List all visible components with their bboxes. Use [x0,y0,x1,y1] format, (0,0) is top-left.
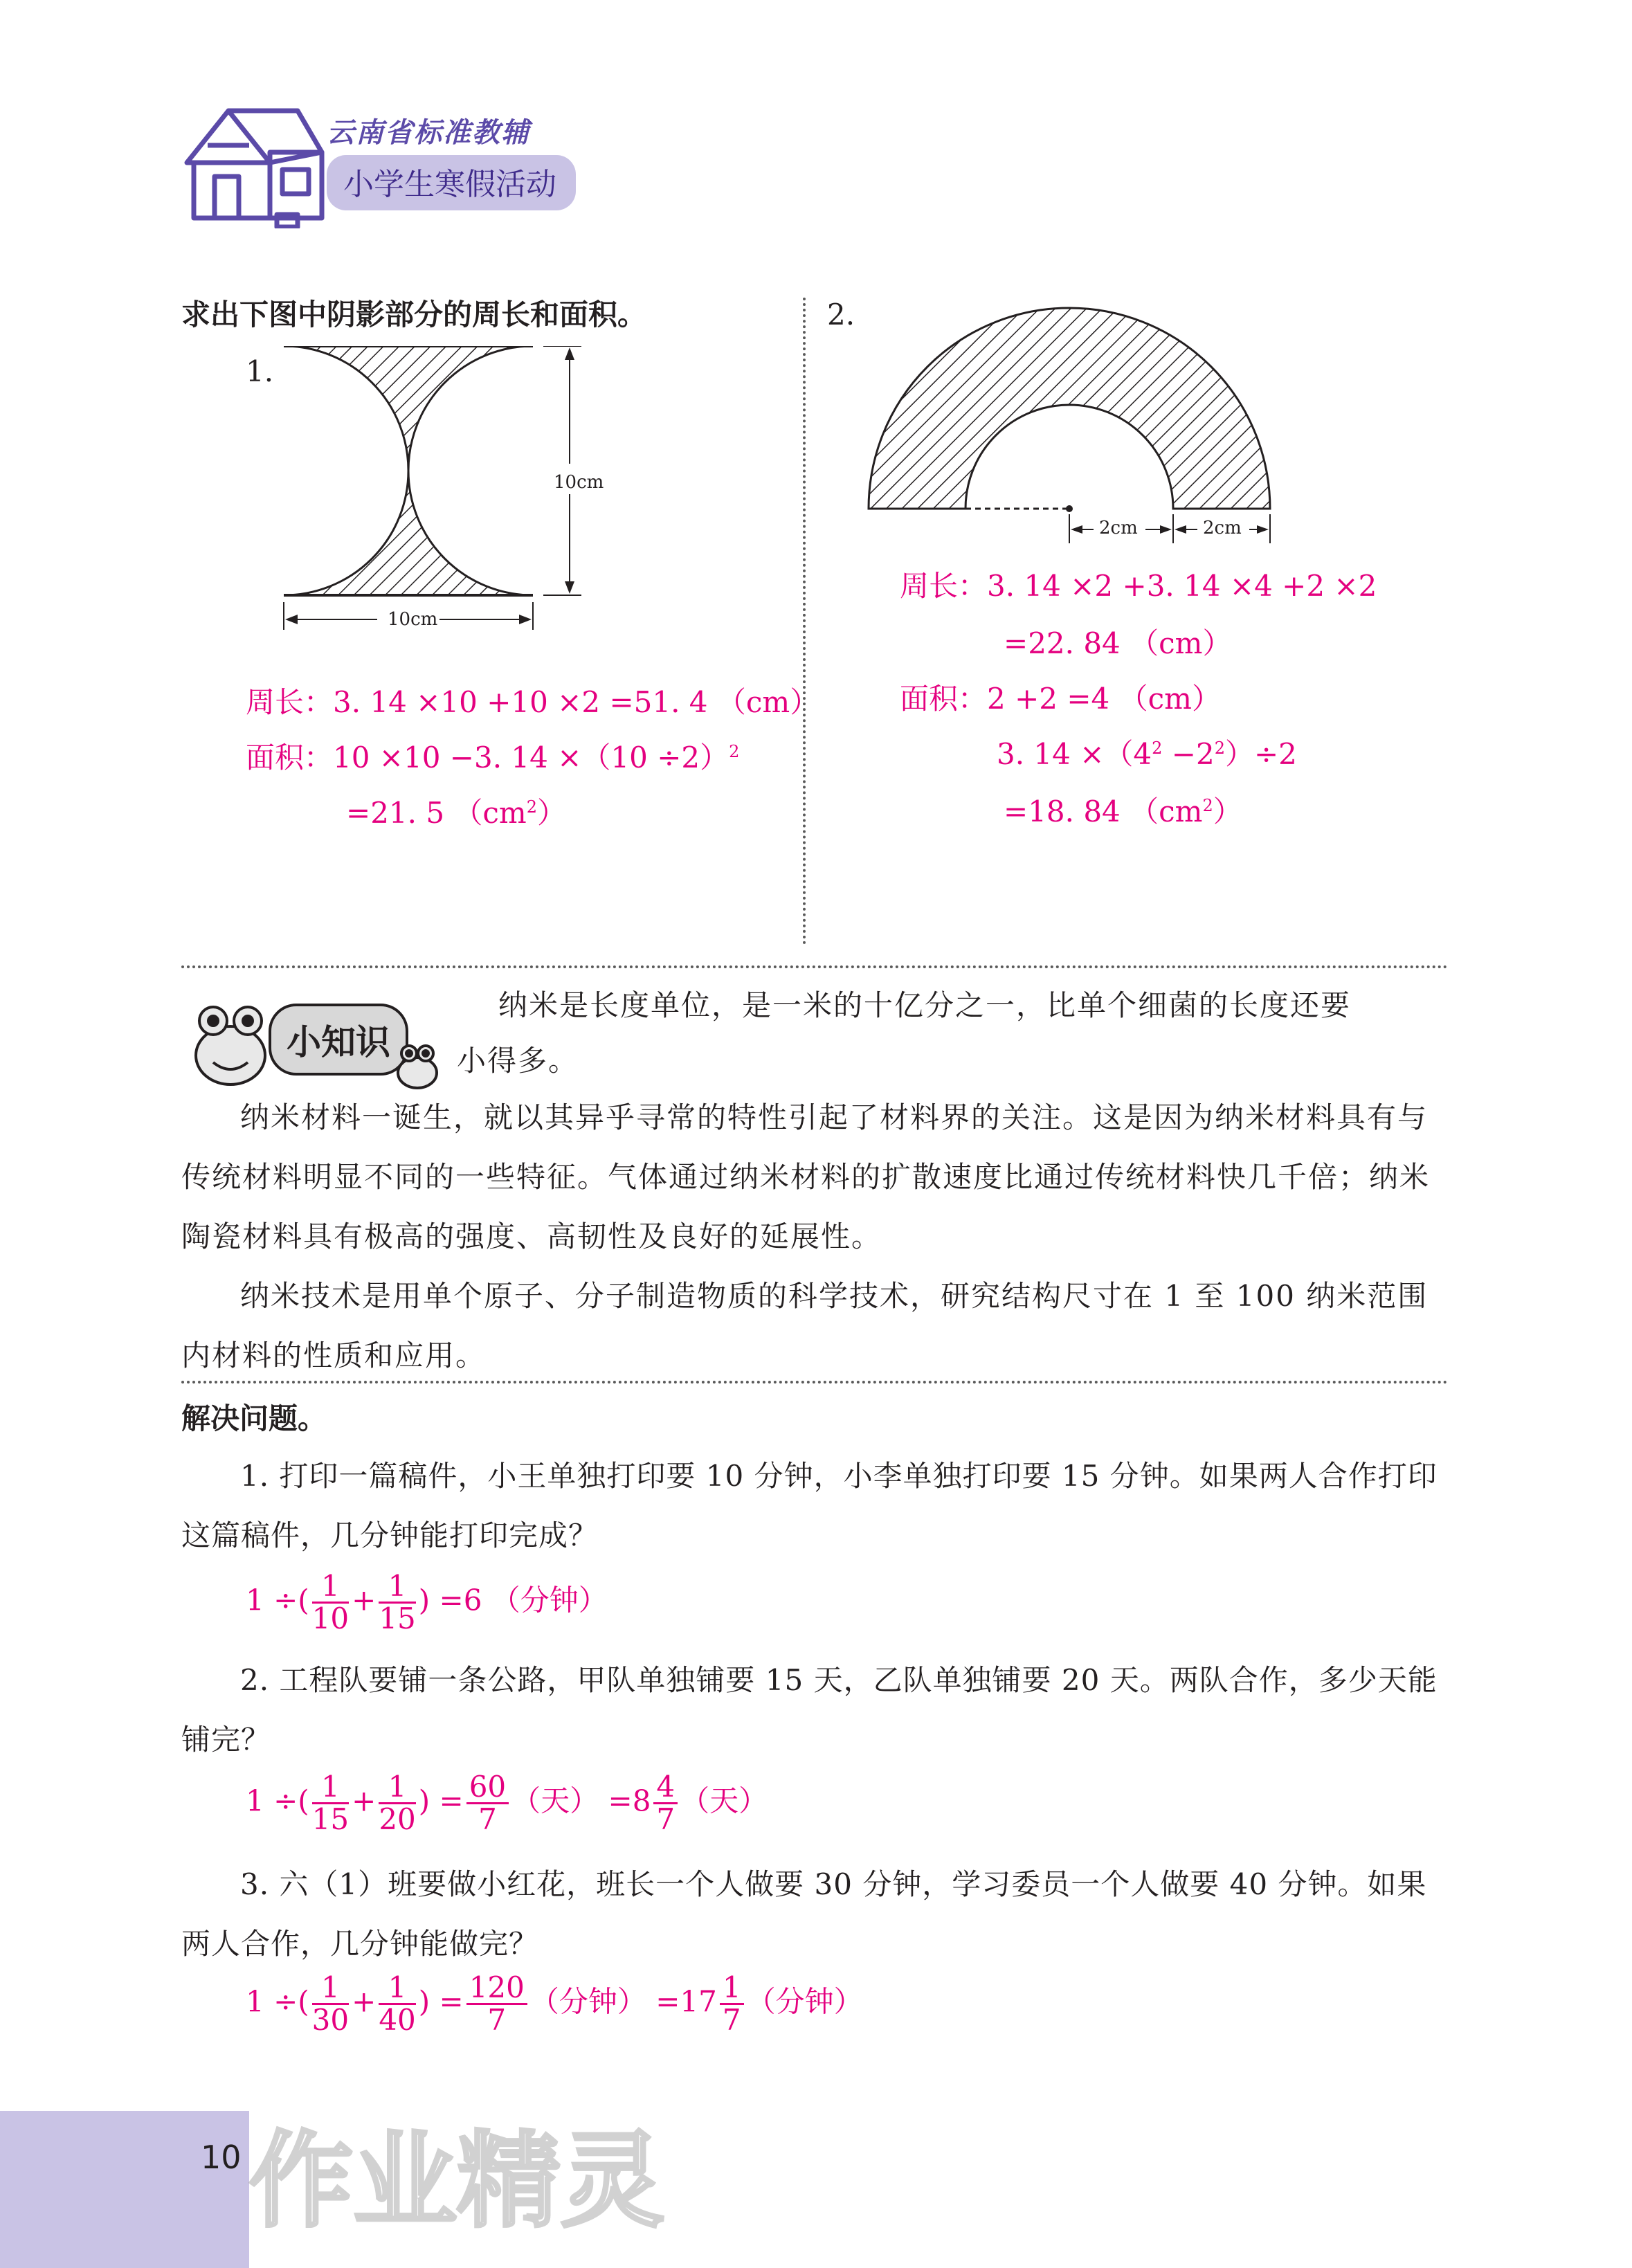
q2-f2-num: 1 [379,1772,415,1804]
shaded-top [284,346,533,471]
p1-area [246,741,739,775]
p2-area [900,682,1221,716]
q1-f1-num: 1 [312,1571,349,1604]
q1-f1-den: 10 [311,1602,350,1636]
q3-mid: ) = [418,1984,464,2019]
q2-f4-den: 7 [656,1802,676,1837]
section2-heading: 解决问题。 [181,1401,327,1435]
footer-band [0,2111,249,2268]
q2-end: （天） [680,1784,768,1818]
q3-mid2: （分钟） =17 [529,1984,717,2019]
p1-area-expr: 10 ×10 −3. 14 ×（10 ÷2） [333,741,729,774]
q3-text: 3. 六（1）班要做小红花，班长一个人做要 30 分钟，学习委员一个人做要 40 分钟。如果两人合作，几分钟能做完？ [181,1867,1427,1961]
instruction: 求出下图中阴影部分的周长和面积。 [181,298,647,332]
q3-f3-num: 120 [466,1972,527,2005]
watermark: 作业精灵 [249,2121,665,2242]
figure-1-diagram [273,346,606,657]
q2-answer [246,1772,768,1835]
q2-mid: ) = [418,1784,464,1818]
q2-fraction-1 [312,1772,349,1835]
small-frog-icon [390,1038,445,1094]
q2-f3-den: 7 [478,1802,497,1837]
q3-f4-num: 1 [720,1972,744,2005]
p2-perimeter-result: =22. 84 （cm） [1004,626,1232,660]
p1-perimeter-label: 周长： [246,685,334,719]
q2-f1-den: 15 [311,1802,350,1837]
q3-answer [246,1970,863,2038]
header [173,97,602,228]
p2-area-line1: 2 +2 =4 （cm） [987,682,1221,716]
p1-area-label: 面积： [246,741,334,774]
q3-f2-den: 40 [379,2003,416,2038]
q3-fraction-2 [379,1970,416,2038]
p2-area-line3-exp: 2 [1202,796,1213,815]
q3-f1-den: 30 [311,2003,350,2038]
house-logo-icon [173,97,332,228]
knowledge-badge [185,983,448,1100]
knowledge-para3: 纳米技术是用单个原子、分子制造物质的科学技术，研究结构尺寸在 1 至 100 纳米范围内材料的性质和应用。 [181,1279,1429,1372]
q1-fraction-2 [379,1571,415,1634]
q2-plus: + [352,1784,377,1818]
shaded-bottom [284,471,533,595]
p2-area-line2-b: −2 [1162,737,1215,771]
q2-fraction-3 [466,1772,509,1835]
q2-fraction-4 [653,1772,678,1835]
p1-perimeter-expr: 3. 14 ×10 +10 ×2 =51. 4 （cm） [333,685,819,719]
q1-fraction-1 [312,1571,349,1634]
q1-ans-pre: 1 ÷( [246,1583,309,1617]
page-number: 10 [201,2139,242,2176]
q1-ans-post: ) =6 （分钟） [418,1583,608,1617]
knowledge-bottom-border [181,1381,1448,1384]
q2-f3-num: 60 [466,1772,509,1804]
q3-f2-num: 1 [379,1972,415,2005]
q2-f2-den: 20 [379,1802,416,1837]
p1-area-result [346,796,566,831]
p1-area-result-end: ） [537,796,567,830]
knowledge-para2: 纳米材料一诞生，就以其异乎寻常的特性引起了材料界的关注。这是因为纳米材料具有与传统材料明显不同的一些特征。气体通过纳米材料的扩散速度比通过传统材料快几千倍；纳米陶瓷材料具有极高的强度、高韧性及良好的延展性。 [181,1100,1431,1253]
q2-ans-pre: 1 ÷( [246,1784,309,1818]
dim-height-label: 10cm [554,472,604,493]
q3-fraction-1 [311,1970,350,2038]
q1-f2-den: 15 [379,1602,416,1636]
p2-area-line2-exp1: 2 [1152,738,1163,758]
p2-perimeter-label: 周长： [900,569,988,603]
shaded-half-ring [869,308,1270,509]
frog-icon [185,997,275,1094]
dim-right-label: 2cm [1203,518,1242,538]
q2-text: 2. 工程队要铺一条公路，甲队单独铺要 15 天，乙队单独铺要 20 天。两队合作，多少天能铺完？ [181,1663,1438,1757]
q1-f2-num: 1 [379,1571,415,1604]
p1-perimeter [246,685,819,720]
knowledge-line2: 小得多。 [457,1044,579,1078]
problem-2-number: 2. [827,298,855,332]
q1-text: 1. 打印一篇稿件，小王单独打印要 10 分钟，小李单独打印要 15 分钟。如果两人合作打印这篇稿件，几分钟能打印完成？ [181,1459,1438,1552]
q2-fraction-2 [379,1772,415,1835]
p2-area-line2 [997,737,1297,772]
book-title: 小学生寒假活动 [327,155,576,210]
figure-2-diagram [865,294,1280,550]
p2-area-line2-c: ）÷2 [1224,737,1297,771]
q3-end: （分钟） [746,1984,863,2019]
q2-mid2: （天） =8 [511,1784,651,1818]
column-divider [803,298,806,945]
p2-perimeter [900,569,1377,604]
p2-area-line3-end: ） [1213,795,1242,828]
q3-fraction-4 [720,1970,744,2038]
q1-answer [246,1571,608,1634]
p1-area-result-exp: 2 [526,797,538,817]
q3-f4-den: 7 [722,2003,741,2038]
series-title: 云南省标准教辅 [327,117,530,149]
knowledge-badge-label: 小知识 [269,1004,408,1076]
p1-area-exp: 2 [729,742,740,761]
p2-area-line3-text: =18. 84 （cm [1004,795,1203,828]
p2-area-label: 面积： [900,682,988,716]
q3-plus: + [352,1984,377,2019]
p1-area-result-text: =21. 5 （cm [346,796,527,830]
q3-fraction-3 [466,1970,527,2038]
dim-left-label: 2cm [1099,518,1138,538]
q2-f4-num: 4 [653,1772,678,1804]
q3-ans-pre: 1 ÷( [246,1984,309,2019]
knowledge-line1: 纳米是长度单位，是一米的十亿分之一，比单个细菌的长度还要 [498,988,1352,1022]
q1-plus: + [352,1583,377,1617]
q2-f1-num: 1 [312,1772,349,1804]
p2-area-line3 [1004,795,1242,829]
problem-1-number: 1. [246,354,274,388]
p2-perimeter-expr: 3. 14 ×2 +3. 14 ×4 +2 ×2 [987,569,1377,603]
p2-area-line2-a: 3. 14 ×（4 [997,737,1152,771]
q3-f1-num: 1 [312,1972,349,2005]
p2-area-line2-exp2: 2 [1214,738,1225,758]
dim-width-label: 10cm [388,609,438,630]
q3-f3-den: 7 [487,2003,507,2038]
knowledge-top-border [181,965,1448,968]
